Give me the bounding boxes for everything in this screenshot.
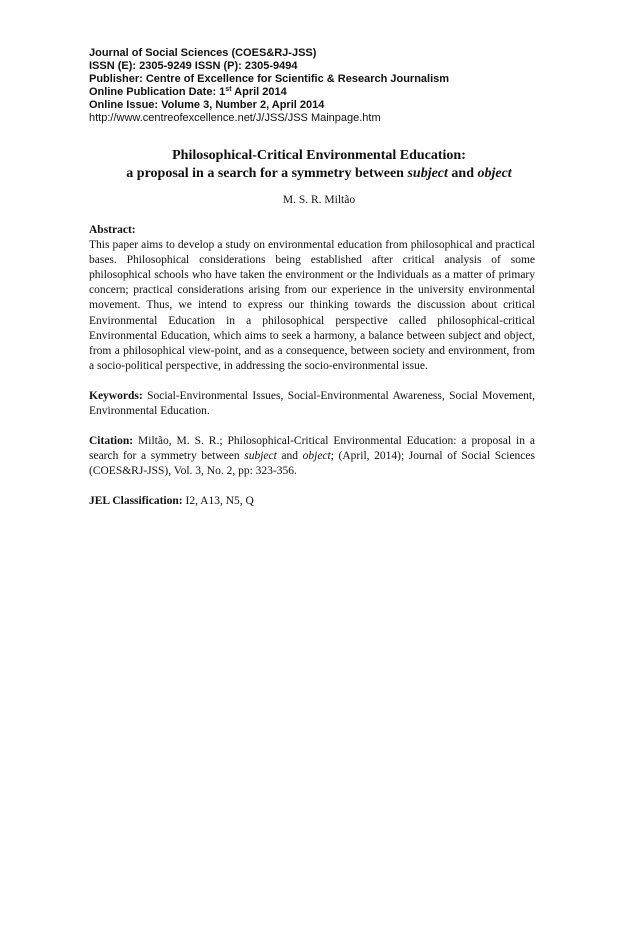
journal-name: Journal of Social Sciences (COES&RJ-JSS) <box>89 47 317 59</box>
citation-and: and <box>276 450 303 463</box>
author-name: M. S. R. Miltão <box>282 194 356 206</box>
journal-header <box>89 47 559 125</box>
journal-url[interactable]: http://www.centreofexcellence.net/J/JSS/JSS Mainpage.htm <box>89 112 381 124</box>
citation-text-2: ; (April, 2014); Journal of Social Sciences (COES&RJ-JSS), Vol. 3, No. 2, pp: 323-356. <box>89 450 535 478</box>
issue-line: Online Issue: Volume 3, Number 2, April 2014 <box>89 99 325 111</box>
citation-text-1: Miltão, M. S. R.; Philosophical-Critical Environmental Education: a proposal in a search for a symmetry between <box>89 435 535 463</box>
publication-date-prefix: Online Publication Date: 1 <box>89 86 226 98</box>
publication-date-suffix: April 2014 <box>231 86 287 98</box>
abstract-heading: Abstract: <box>89 224 136 236</box>
title-and: and <box>447 166 478 181</box>
title-object: object <box>477 166 512 181</box>
abstract-text: This paper aims to develop a study on environmental education from philosophical and practical bases. Philosophical considerations being established after critical analysis of some philosophical schools who have taken the environment or the Individuals as a matter of primary concern; practical considerations arising from our experience in the university environmental movement. Thus, we intend to express our thinking towards the discussion about critical Environmental Education in a philosophical perspective called philosophical-critical Environmental Education, which aims to seek a harmony, a balance between subject and object, from a philosophical view-point, and as a consequence, between society and environment, from a socio-political perspective, in addressing the socio-environmental issue. <box>89 239 535 372</box>
title-line-2-prefix: a proposal in a search for a symmetry between <box>126 166 408 181</box>
paper-title <box>89 147 549 183</box>
citation <box>89 434 535 479</box>
jel-classification <box>89 494 535 509</box>
citation-subject: subject <box>244 450 277 463</box>
citation-object: object <box>302 450 331 463</box>
title-line-2 <box>89 165 549 183</box>
publication-date-ordinal: st <box>225 86 232 93</box>
title-subject: subject <box>407 166 448 181</box>
keywords <box>89 389 535 419</box>
jel-label: JEL Classification: <box>89 495 183 508</box>
paper-body <box>89 223 535 510</box>
keywords-label: Keywords: <box>89 389 143 402</box>
jel-text: I2, A13, N5, Q <box>182 495 254 508</box>
issn-line: ISSN (E): 2305-9249 ISSN (P): 2305-9494 <box>89 60 298 72</box>
citation-label: Citation: <box>89 435 134 448</box>
publication-date-line <box>89 86 559 99</box>
title-line-1: Philosophical-Critical Environmental Education: <box>172 148 466 163</box>
keywords-text: Social-Environmental Issues, Social-Environmental Awareness, Social Movement, Environmental Education. <box>89 389 535 418</box>
publisher-line: Publisher: Centre of Excellence for Scientific & Research Journalism <box>89 73 450 85</box>
